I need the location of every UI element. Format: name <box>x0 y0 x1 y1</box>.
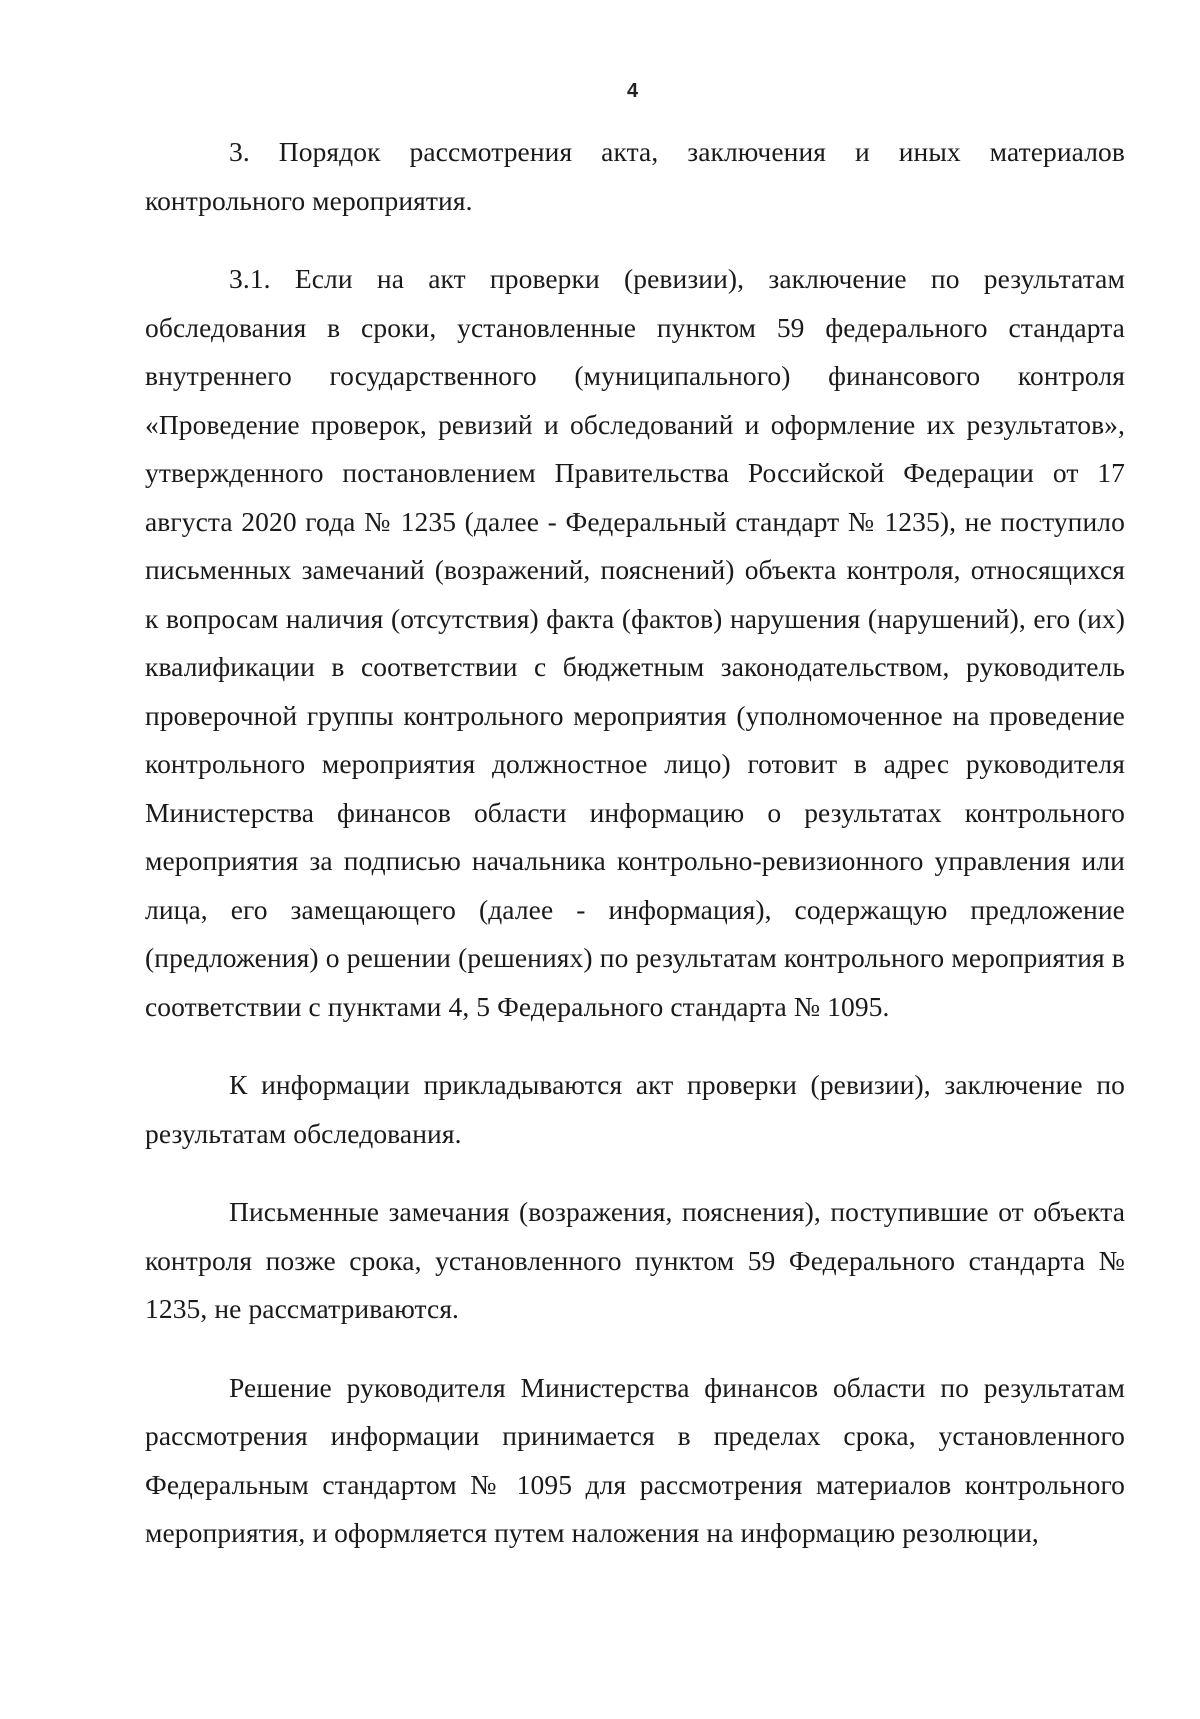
page-number: 4 <box>626 80 639 102</box>
paragraph-section-3-heading: 3. Порядок рассмотрения акта, заключения и иных материалов контрольного мероприятия. <box>145 136 1125 216</box>
document-body <box>145 128 1125 1582</box>
paragraph-minister-decision: Решение руководителя Министерства финансов области по результатам рассмотрения информации принимается в пределах срока, установленного Федеральным стандартом № 1095 для рассмотрения материалов контрольного мероприятия, и оформляется путем наложения на информацию резолюции, <box>145 1371 1125 1548</box>
paragraph-attachments: К информации прикладываются акт проверки (ревизии), заключение по результатам обследования. <box>145 1069 1125 1149</box>
paragraph-section-3-1: 3.1. Если на акт проверки (ревизии), заключение по результатам обследования в сроки, установленные пунктом 59 федерального стандарта внутреннего государственного (муниципального) финансового контроля «Проведение проверок, ревизий и обследований и оформление их результатов», утвержденного постановлением Правительства Российской Федерации от 17 августа 2020 года № 1235 (далее - Федеральный стандарт № 1235), не поступило письменных замечаний (возражений, пояснений) объекта контроля, относящихся к вопросам наличия (отсутствия) факта (фактов) нарушения (нарушений), его (их) квалификации в соответствии с бюджетным законодательством, руководитель проверочной группы контрольного мероприятия (уполномоченное на проведение контрольного мероприятия должностное лицо) готовит в адрес руководителя Министерства финансов области информацию о результатах контрольного мероприятия за подписью начальника контрольно-ревизионного управления или лица, его замещающего (далее - информация), содержащую предложение (предложения) о решении (решениях) по результатам контрольного мероприятия в соответствии с пунктами 4, 5 Федерального стандарта № 1095. <box>145 263 1125 1022</box>
paragraph-late-objections: Письменные замечания (возражения, пояснения), поступившие от объекта контроля позже срока, установленного пунктом 59 Федерального стандарта № 1235, не рассматриваются. <box>145 1196 1125 1324</box>
